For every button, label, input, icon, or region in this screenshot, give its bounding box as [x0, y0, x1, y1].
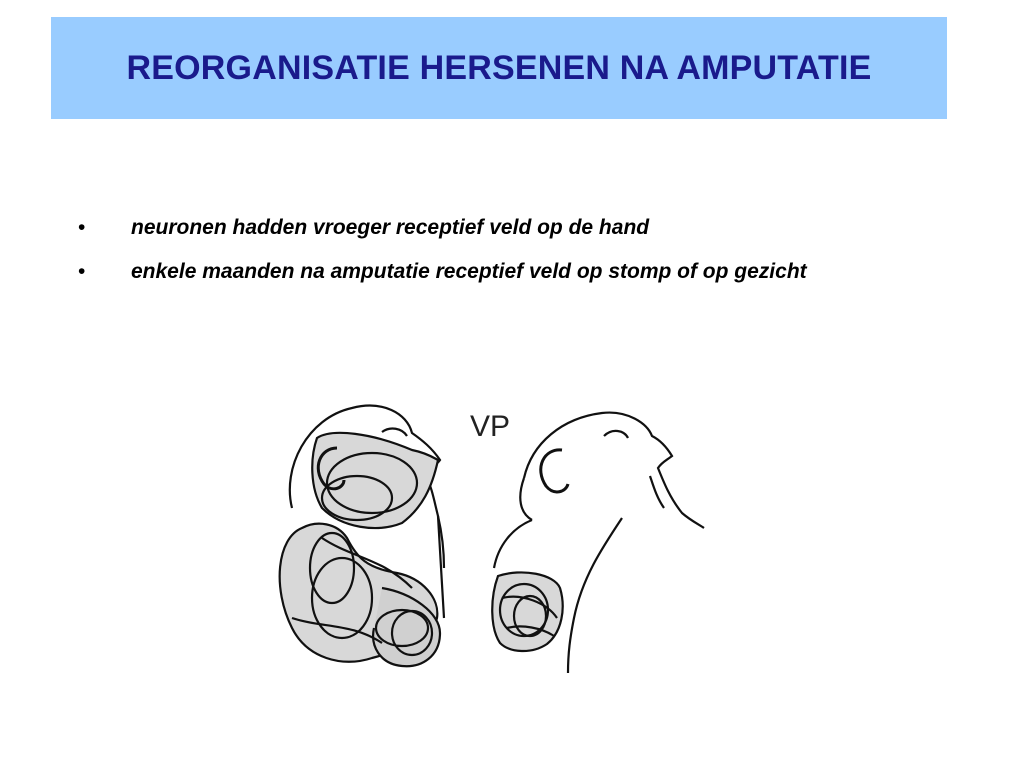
- right-figure: [492, 413, 704, 673]
- bullet-text: neuronen hadden vroeger receptief veld op de hand: [131, 216, 650, 239]
- bullet-list: [78, 212, 898, 300]
- bullet-text: enkele maanden na amputatie receptief veld op stomp of op gezicht: [131, 260, 807, 283]
- left-figure: [280, 406, 444, 667]
- title-bar: [51, 17, 947, 119]
- bullet-dot-icon: •: [78, 260, 86, 283]
- slide-title: REORGANISATIE HERSENEN NA AMPUTATIE: [126, 48, 872, 87]
- bullet-item: [78, 212, 898, 243]
- bullet-dot-icon: •: [78, 216, 86, 239]
- vp-label: VP: [470, 410, 511, 443]
- bullet-item: [78, 256, 898, 287]
